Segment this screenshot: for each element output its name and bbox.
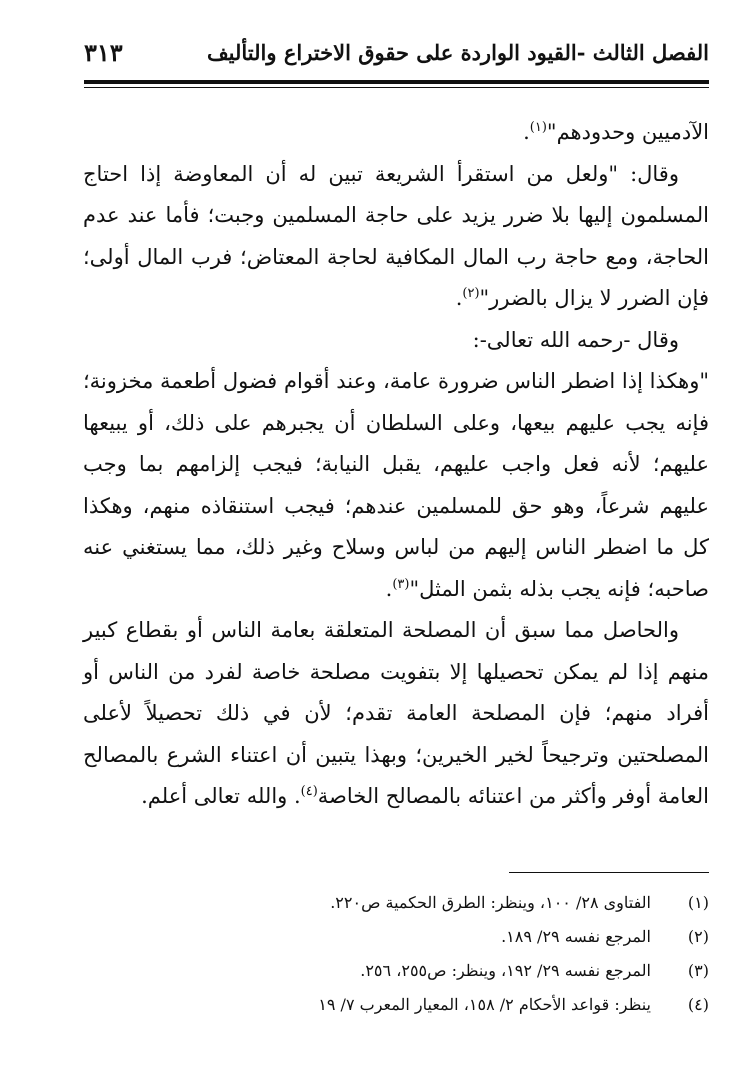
- footnote-ref-1: (١): [529, 120, 547, 135]
- paragraph-2: [83, 154, 709, 320]
- header-rule-thin: [84, 87, 709, 88]
- footnote-item: [83, 886, 709, 920]
- footnote-text: المرجع نفسه ٢٩/ ١٨٩.: [501, 927, 651, 946]
- footnote-ref-4: (٤): [300, 784, 318, 799]
- footnote-ref-2: (٢): [462, 286, 480, 301]
- paragraph-2-text: وقال: "ولعل من استقرأ الشريعة تبين له أن المعاوضة إذا احتاج المسلمون إليها بلا ضرر يزيد على حاجة المسلمين وجبت؛ فأما عند عدم الحاجة، ومع حاجة رب المال المكافية لحاجة المعتاض؛ فرب المال أولى؛ فإن الضرر لا يزال بالضرر": [83, 161, 709, 310]
- paragraph-4-end: .: [385, 576, 393, 601]
- main-text: [83, 112, 709, 818]
- footnote-item: [83, 988, 709, 1022]
- paragraph-4-text: "وهكذا إذا اضطر الناس ضرورة عامة، وعند أقوام فضول أطعمة مخزونة؛ فإنه يجب عليهم بيعها، وعلى السلطان أن يجبرهم على ذلك، أو يبيعها عليهم؛ لأنه فعل واجب عليهم، يقبل النيابة؛ فيجب إلزامهم بما وجب عليهم شرعاً، وهو حق للمسلمين عندهم؛ فيجب استنقاذه منهم، وهكذا كل ما اضطر الناس إليهم من لباس وسلاح وغير ذلك، مما يستغني عنه صاحبه؛ فإنه يجب بذله بثمن المثل": [83, 369, 709, 601]
- paragraph-4: [83, 361, 709, 610]
- footnote-ref-3: (٣): [392, 576, 410, 592]
- paragraph-5-text: والحاصل مما سبق أن المصلحة المتعلقة بعامة الناس أو بقطاع كبير منهم إذا لم يمكن تحصيلها إلا بتفويت مصلحة خاصة لفرد من الناس أو أفراد منهم؛ فإن المصلحة العامة تقدم؛ لأن في ذلك تحصيلاً لأعلى المصلحتين وترجيحاً لخير الخيرين؛ وبهذا يتبين أن اعتناء الشرع بالمصالح العامة أوفر وأكثر من اعتنائه بالمصالح الخاصة: [83, 618, 709, 808]
- paragraph-5-end: . والله تعالى أعلم.: [141, 784, 301, 808]
- chapter-title: الفصل الثالث -القيود الواردة على حقوق الاختراع والتأليف: [206, 40, 709, 65]
- footnote-number: (٤): [687, 995, 709, 1014]
- page-header: [84, 40, 709, 80]
- footnote-number: (٢): [687, 927, 709, 946]
- footnotes: [83, 886, 709, 1022]
- paragraph-1-end: .: [523, 120, 530, 144]
- header-rule-thick: [84, 80, 709, 84]
- paragraph-5: [83, 610, 709, 818]
- footnote-item: [83, 920, 709, 954]
- footnote-separator: [509, 872, 709, 873]
- footnote-number: (١): [687, 893, 709, 912]
- footnote-text: ينظر: قواعد الأحكام ٢/ ١٥٨، المعيار المعرب ٧/ ١٩: [318, 995, 651, 1014]
- footnote-number: (٣): [687, 961, 709, 980]
- paragraph-3-text: وقال -رحمه الله تعالى-:: [472, 327, 679, 352]
- footnote-text: المرجع نفسه ٢٩/ ١٩٢، وينظر: ص٢٥٥، ٢٥٦.: [360, 961, 651, 980]
- page-number: ٣١٣: [84, 38, 123, 67]
- paragraph-1-text: الآدميين وحدودهم": [546, 120, 709, 144]
- paragraph-1: [83, 112, 709, 154]
- paragraph-2-end: .: [455, 286, 463, 310]
- footnote-text: الفتاوى ٢٨/ ١٠٠، وينظر: الطرق الحكمية ص٢٢٠.: [330, 893, 651, 912]
- footnote-item: [83, 954, 709, 988]
- paragraph-3: [83, 320, 709, 362]
